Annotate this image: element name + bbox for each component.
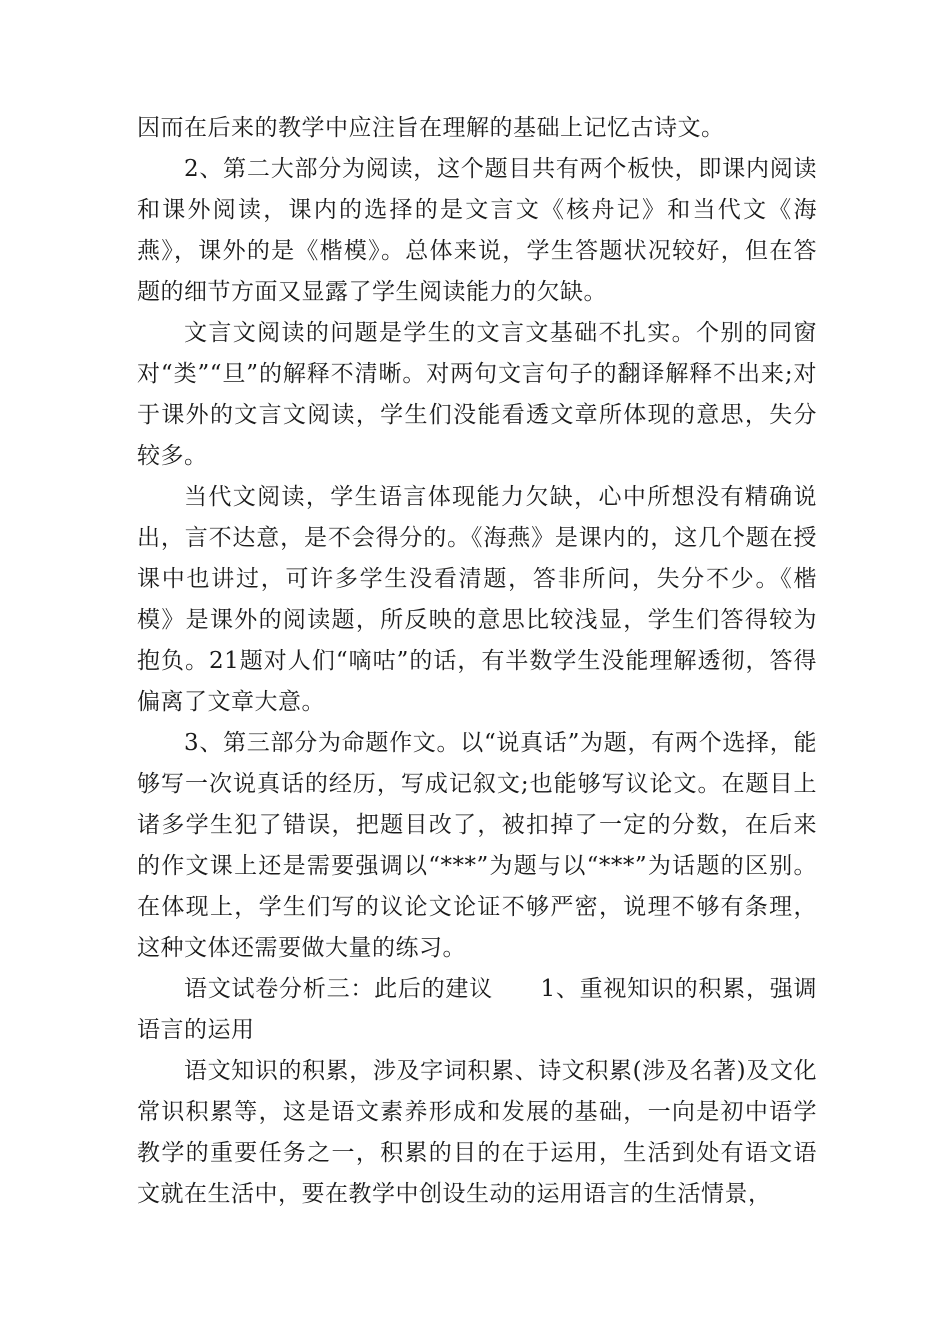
paragraph-2: 2、第二大部分为阅读，这个题目共有两个板快，即课内阅读和课外阅读，课内的选择的是文言文《核舟记》和当代文《海燕》，课外的是《楷模》。总体来说，学生答题状况较好，但在答题的细节方面又显露了学生阅读能力的欠缺。 — [137, 156, 817, 305]
section-heading: 语文试卷分析三：此后的建议 1、重视知识的积累，强调语言的运用 — [137, 976, 817, 1043]
paragraph-3: 文言文阅读的问题是学生的文言文基础不扎实。个别的同窗对“类”“旦”的解释不清晰。对两句文言句子的翻译解释不出来;对于课外的文言文阅读，学生们没能看透文章所体现的意思，失分较多。 — [137, 320, 817, 469]
paragraph-6: 语文知识的积累，涉及字词积累、诗文积累(涉及名著)及文化常识积累等，这是语文素养形成和发展的基础，一向是初中语学教学的重要任务之一，积累的目的在于运用，生活到处有语文语文就在生活中，要在教学中创设生动的运用语言的生活情景， — [137, 1058, 817, 1207]
paragraph-5: 3、第三部分为命题作文。以“说真话”为题，有两个选择，能够写一次说真话的经历，写成记叙文;也能够写议论文。在题目上诸多学生犯了错误，把题目改了，被扣掉了一定的分数，在后来的作文课上还是需要强调以“***”为题与以“***”为话题的区别。在体现上，学生们写的议论文论证不够严密，说理不够有条理，这种文体还需要做大量的练习。 — [137, 730, 817, 961]
paragraph-1: 因而在后来的教学中应注旨在理解的基础上记忆古诗文。 — [137, 115, 725, 141]
paragraph-4: 当代文阅读，学生语言体现能力欠缺，心中所想没有精确说出，言不达意，是不会得分的。《海燕》是课内的，这几个题在授课中也讲过，可许多学生没看清题，答非所问，失分不少。《楷模》是课外的阅读题，所反映的意思比较浅显，学生们答得较为抱负。21题对人们“嘀咕”的话，有半数学生没能理解透彻，答得偏离了文章大意。 — [137, 484, 817, 715]
document-body — [137, 108, 817, 1215]
